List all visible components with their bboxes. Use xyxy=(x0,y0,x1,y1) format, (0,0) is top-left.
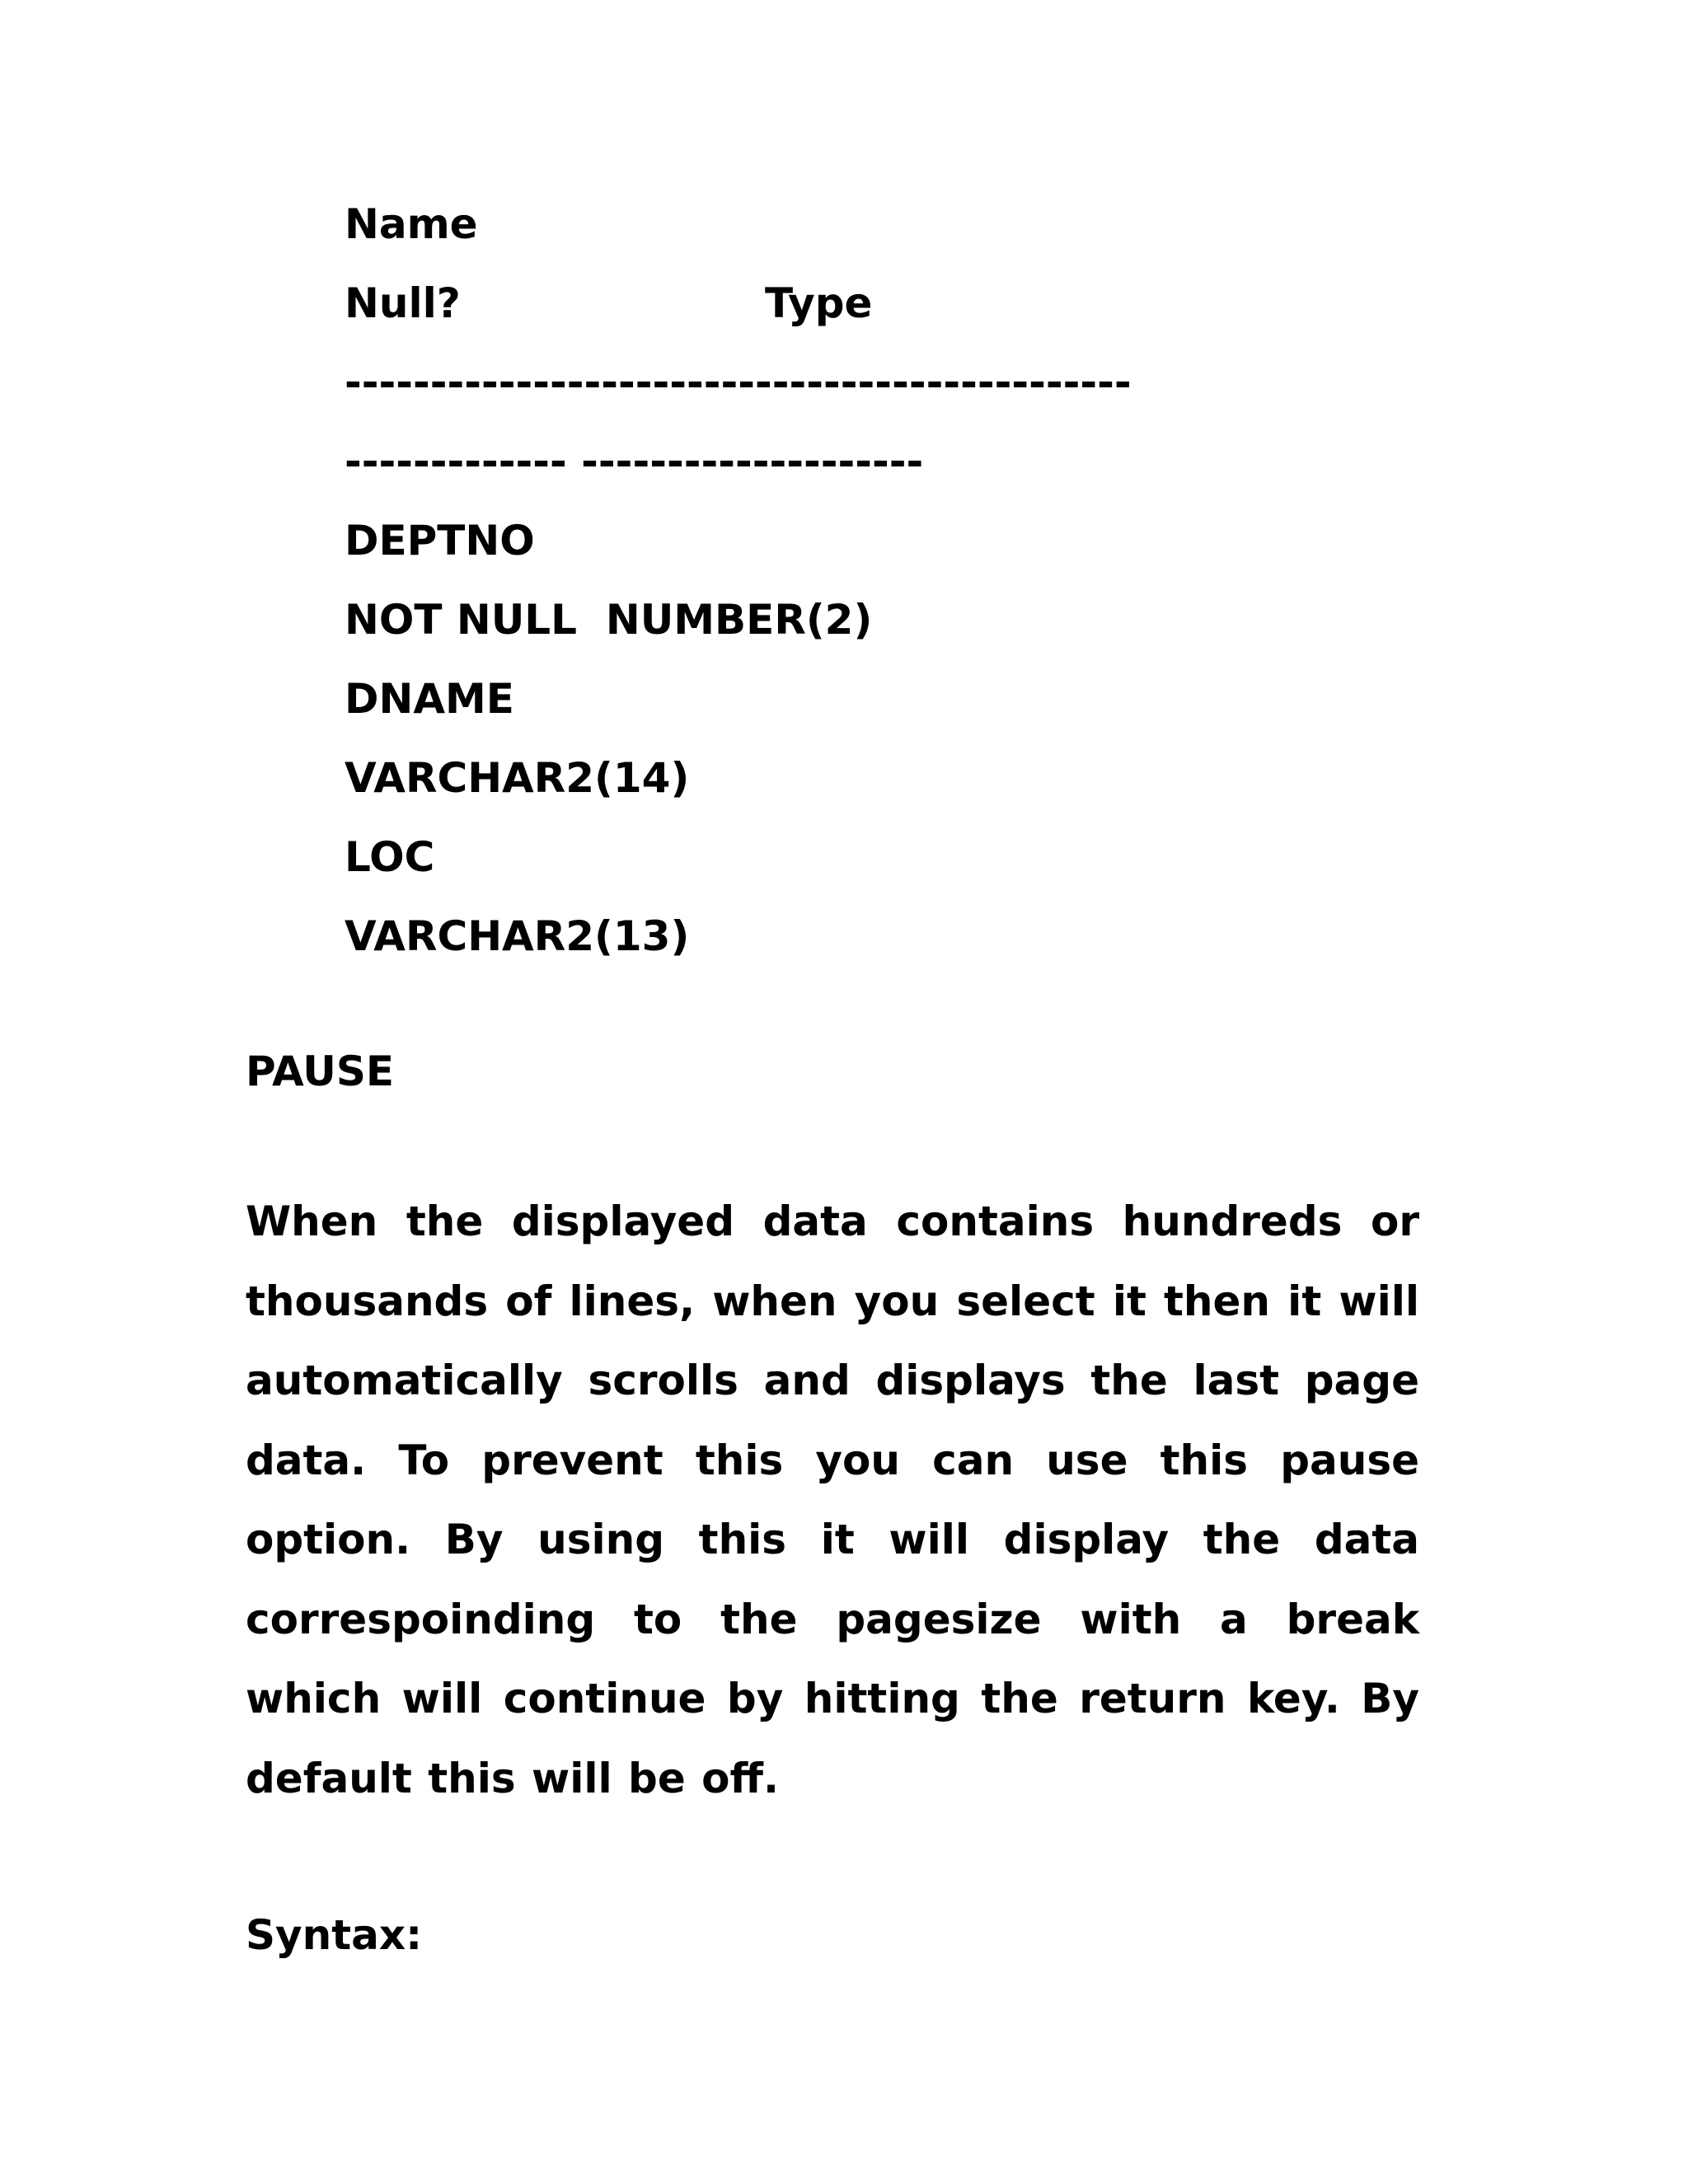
describe-header-name: Name xyxy=(345,200,478,248)
section-heading-pause: PAUSE xyxy=(246,1047,394,1095)
describe-row: DNAME xyxy=(345,675,514,723)
describe-row: LOC xyxy=(345,833,435,881)
describe-row: DEPTNO xyxy=(345,517,535,565)
describe-row: VARCHAR2(14) xyxy=(345,754,690,802)
describe-header-type: Type xyxy=(765,279,873,327)
describe-separator-2: ------------- -------------------- xyxy=(345,438,924,485)
describe-row: NOT NULL NUMBER(2) xyxy=(345,596,873,644)
describe-header-null: Null? xyxy=(345,279,461,327)
syntax-label: Syntax: xyxy=(246,1911,423,1959)
describe-separator-1: ---------------------------------------------- xyxy=(345,359,1132,406)
pause-description-paragraph: When the displayed data contains hundreds or thousands of lines, when you select it then it will automatically scrolls and displays the last page data. To prevent this you can use this pause option. By using this it will display the data correspoinding to the pagesize with a break which will continue by hitting the return key. By default this will be off. xyxy=(246,1197,1419,1802)
describe-row: VARCHAR2(13) xyxy=(345,912,690,960)
